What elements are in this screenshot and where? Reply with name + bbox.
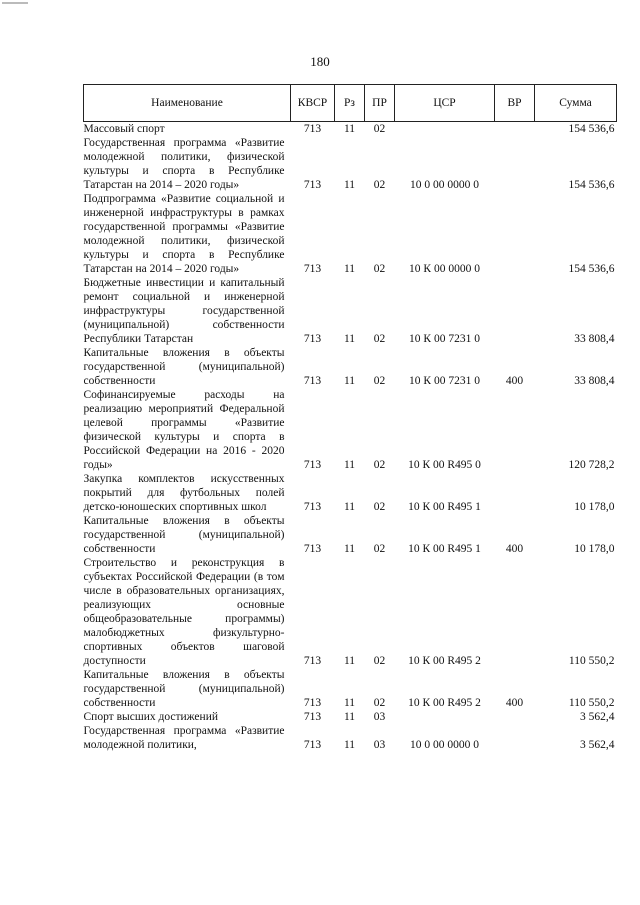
row-csr-cell: 10 К 00 7231 0 bbox=[409, 375, 480, 387]
row-name-cell: Массовый спорт bbox=[83, 123, 165, 135]
row-csr-cell: 10 К 00 7231 0 bbox=[409, 333, 480, 345]
row-sum-cell: 154 536,6 bbox=[568, 263, 615, 275]
row-rz-cell: 11 bbox=[343, 375, 356, 387]
row-rz-cell: 11 bbox=[343, 711, 356, 723]
row-csr-cell bbox=[395, 122, 495, 137]
table-row bbox=[84, 556, 617, 668]
table-row bbox=[84, 136, 617, 192]
row-vr-cell: 400 bbox=[505, 543, 524, 555]
row-csr-cell: 10 К 00 R495 1 bbox=[408, 501, 481, 513]
row-rz-cell: 11 bbox=[343, 459, 356, 471]
row-sum-cell: 10 178,0 bbox=[574, 543, 615, 555]
scan-corner-mark bbox=[2, 2, 28, 4]
row-rz-cell: 11 bbox=[343, 655, 356, 667]
header-vr: ВР bbox=[495, 85, 535, 122]
row-csr-cell: 10 0 00 0000 0 bbox=[410, 739, 479, 751]
table-row bbox=[84, 192, 617, 276]
row-rz-cell: 11 bbox=[343, 739, 356, 751]
row-vr-cell bbox=[495, 556, 535, 668]
row-pr-cell: 02 bbox=[373, 179, 386, 191]
table-header-row bbox=[84, 85, 617, 122]
header-pr: ПР bbox=[365, 85, 395, 122]
row-vr-cell bbox=[495, 276, 535, 346]
row-name-cell: Капитальные вложения в объекты государственной (муниципальной) собственности bbox=[83, 669, 285, 709]
row-csr-cell: 10 К 00 0000 0 bbox=[409, 263, 480, 275]
row-pr-cell: 03 bbox=[373, 711, 386, 723]
row-vr-cell bbox=[495, 710, 535, 724]
row-csr-cell bbox=[395, 710, 495, 724]
row-pr-cell: 02 bbox=[373, 123, 386, 135]
row-kvsr-cell: 713 bbox=[303, 375, 322, 387]
budget-table bbox=[83, 84, 617, 752]
row-rz-cell: 11 bbox=[343, 333, 356, 345]
row-name-cell: Капитальные вложения в объекты государственной (муниципальной) собственности bbox=[83, 515, 285, 555]
row-pr-cell: 02 bbox=[373, 333, 386, 345]
header-csr: ЦСР bbox=[395, 85, 495, 122]
header-name: Наименование bbox=[84, 85, 291, 122]
row-vr-cell: 400 bbox=[505, 697, 524, 709]
row-kvsr-cell: 713 bbox=[303, 333, 322, 345]
header-sum: Сумма bbox=[535, 85, 617, 122]
row-name-cell: Государственная программа «Развитие молодежной политики, физической культуры и спорта в Республике Татарстан на 2014 – 2020 годы» bbox=[83, 137, 285, 191]
row-vr-cell bbox=[495, 122, 535, 137]
table-row bbox=[84, 724, 617, 752]
row-pr-cell: 02 bbox=[373, 697, 386, 709]
row-name-cell: Капитальные вложения в объекты государственной (муниципальной) собственности bbox=[83, 347, 285, 387]
row-vr-cell bbox=[495, 388, 535, 472]
row-name-cell: Подпрограмма «Развитие социальной и инженерной инфраструктуры в рамках государственной программы «Развитие молодежной политики, физической культуры и спорта в Республике Татарстан на 2014 – 2020 годы» bbox=[83, 193, 285, 275]
page-number: 180 bbox=[310, 54, 330, 69]
row-sum-cell: 3 562,4 bbox=[580, 711, 615, 723]
row-sum-cell: 33 808,4 bbox=[574, 333, 615, 345]
row-pr-cell: 02 bbox=[373, 459, 386, 471]
row-kvsr-cell: 713 bbox=[303, 263, 322, 275]
row-kvsr-cell: 713 bbox=[303, 697, 322, 709]
table-row bbox=[84, 472, 617, 514]
row-csr-cell: 10 К 00 R495 0 bbox=[408, 459, 481, 471]
row-sum-cell: 154 536,6 bbox=[568, 179, 615, 191]
row-pr-cell: 02 bbox=[373, 655, 386, 667]
row-pr-cell: 03 bbox=[373, 739, 386, 751]
row-sum-cell: 110 550,2 bbox=[568, 697, 615, 709]
table-row bbox=[84, 346, 617, 388]
row-kvsr-cell: 713 bbox=[303, 543, 322, 555]
row-name-cell: Спорт высших достижений bbox=[83, 711, 219, 723]
table-row bbox=[84, 710, 617, 724]
table-row bbox=[84, 276, 617, 346]
row-name-cell: Строительство и реконструкция в субъектах Российской Федерации (в том числе в образовательных организациях, реализующих основные общеобразовательные программы) малобюджетных физкультурно-спортивных объектов шаговой доступности bbox=[83, 557, 285, 667]
table-row bbox=[84, 514, 617, 556]
row-sum-cell: 33 808,4 bbox=[574, 375, 615, 387]
table-row bbox=[84, 668, 617, 710]
row-rz-cell: 11 bbox=[343, 543, 356, 555]
row-name-cell: Закупка комплектов искусственных покрытий для футбольных полей детско-юношеских спортивных школ bbox=[83, 473, 285, 513]
row-kvsr-cell: 713 bbox=[303, 501, 322, 513]
header-kvsr: КВСР bbox=[291, 85, 335, 122]
row-csr-cell: 10 К 00 R495 2 bbox=[408, 697, 481, 709]
row-kvsr-cell: 713 bbox=[303, 655, 322, 667]
row-sum-cell: 120 728,2 bbox=[568, 459, 615, 471]
row-name-cell: Бюджетные инвестиции и капитальный ремонт социальной и инженерной инфраструктуры государственной (муниципальной) собственности Республики Татарстан bbox=[83, 277, 285, 345]
row-sum-cell: 110 550,2 bbox=[568, 655, 615, 667]
row-vr-cell bbox=[495, 192, 535, 276]
row-sum-cell: 154 536,6 bbox=[568, 123, 615, 135]
row-kvsr-cell: 713 bbox=[303, 459, 322, 471]
row-vr-cell: 400 bbox=[505, 375, 524, 387]
row-csr-cell: 10 К 00 R495 1 bbox=[408, 543, 481, 555]
table-row bbox=[84, 122, 617, 137]
row-name-cell: Государственная программа «Развитие молодежной политики, bbox=[83, 725, 285, 751]
header-rz: Рз bbox=[335, 85, 365, 122]
row-csr-cell: 10 0 00 0000 0 bbox=[410, 179, 479, 191]
row-sum-cell: 10 178,0 bbox=[574, 501, 615, 513]
row-sum-cell: 3 562,4 bbox=[580, 739, 615, 751]
row-rz-cell: 11 bbox=[343, 697, 356, 709]
row-kvsr-cell: 713 bbox=[303, 179, 322, 191]
row-kvsr-cell: 713 bbox=[303, 739, 322, 751]
row-rz-cell: 11 bbox=[343, 179, 356, 191]
row-pr-cell: 02 bbox=[373, 263, 386, 275]
row-name-cell: Софинансируемые расходы на реализацию мероприятий Федеральной целевой программы «Развитие физической культуры и спорта в Российской Федерации на 2016 - 2020 годы» bbox=[83, 389, 285, 471]
row-rz-cell: 11 bbox=[343, 501, 356, 513]
row-csr-cell: 10 К 00 R495 2 bbox=[408, 655, 481, 667]
row-vr-cell bbox=[495, 472, 535, 514]
row-pr-cell: 02 bbox=[373, 543, 386, 555]
row-pr-cell: 02 bbox=[373, 375, 386, 387]
table-row bbox=[84, 388, 617, 472]
row-kvsr-cell: 713 bbox=[303, 711, 322, 723]
row-pr-cell: 02 bbox=[373, 501, 386, 513]
row-vr-cell bbox=[495, 136, 535, 192]
row-rz-cell: 11 bbox=[343, 263, 356, 275]
row-rz-cell: 11 bbox=[343, 123, 356, 135]
row-kvsr-cell: 713 bbox=[303, 123, 322, 135]
row-vr-cell bbox=[495, 724, 535, 752]
